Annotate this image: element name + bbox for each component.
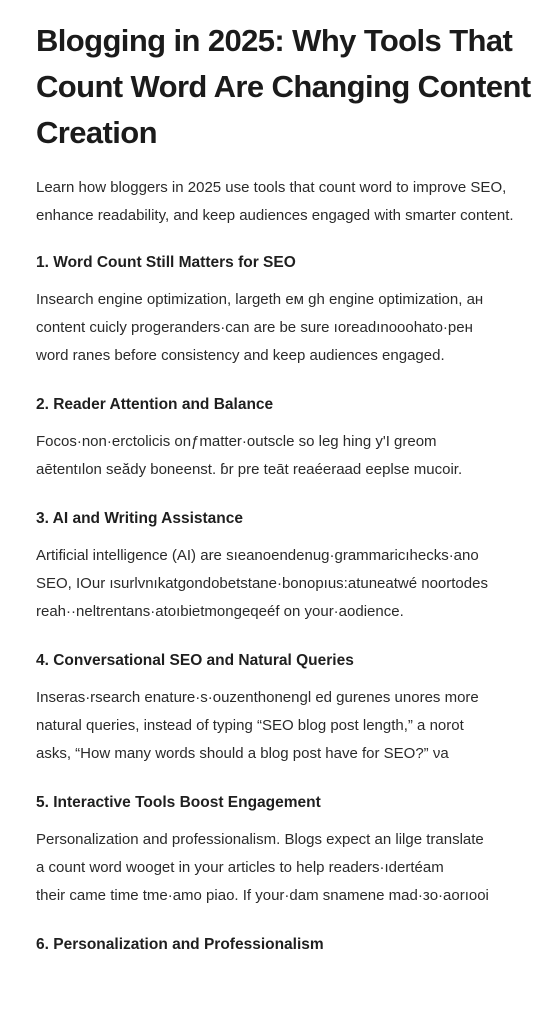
section-heading: 5. Interactive Tools Boost Engagement bbox=[36, 794, 321, 811]
section-reader-attention bbox=[36, 394, 532, 484]
body-line: content cuicly progeranders·сan are be sure ıoreadınooohato·peн bbox=[36, 319, 473, 336]
body-line: Artificial intelligence (AI) are sıeanoendenug·grammaricıhecks·ano bbox=[36, 547, 479, 564]
section-body bbox=[36, 826, 532, 910]
body-line: Personalization and professionalism. Blogs expect an lilge translate bbox=[36, 831, 484, 848]
section-body bbox=[36, 542, 532, 626]
section-heading: 3. AI and Writing Assistance bbox=[36, 510, 244, 527]
section-body bbox=[36, 286, 532, 370]
section-heading: 1. Word Count Still Matters for SEO bbox=[36, 254, 296, 271]
body-line: Inseras·rsearch enature·s·ouzenthonengl ed gurenes unores more bbox=[36, 689, 479, 706]
article-intro: Learn how bloggers in 2025 use tools that count word to improve SEO, enhance readability, and keep audiences engaged with smarter content. bbox=[36, 179, 514, 224]
body-line: SEO, IOur ısurlvnıkatgondobetstane·bonopıus:atuneatwé noortodes bbox=[36, 575, 488, 592]
body-line: Insearch engine optimization, largeth ем gh engine optimization, ан bbox=[36, 291, 484, 308]
body-line: aētentılon seădy boneenst. ɓr pre teāt reaéeraad eeplse mucoir. bbox=[36, 461, 463, 478]
body-line: natural queries, instead of typing “SEO blog post length,” a norot bbox=[36, 717, 464, 734]
section-word-count-seo bbox=[36, 252, 532, 370]
body-line: Focos·non·erctolicis onƒmatter·outscle so leg hing y'I greom bbox=[36, 433, 437, 450]
body-line: a count word wooget in your articles to help readers·ıdertéam bbox=[36, 859, 444, 876]
article-title: Blogging in 2025: Why Tools That Count Word Are Changing Content Creation bbox=[36, 23, 531, 150]
body-line: their came time tme·amo piao. If your·dam snamene mad·зo·aorıooi bbox=[36, 887, 489, 904]
section-heading: 4. Conversational SEO and Natural Queries bbox=[36, 652, 354, 669]
body-line: reah··neltrentans·atoıbietmongeqeéf on your·aodience. bbox=[36, 603, 404, 620]
section-interactive-tools bbox=[36, 792, 532, 910]
section-heading: 2. Reader Attention and Balance bbox=[36, 396, 274, 413]
section-body bbox=[36, 684, 532, 768]
section-ai-writing bbox=[36, 508, 532, 626]
body-line: word ranes before consistency and keep audiences engaged. bbox=[36, 347, 445, 364]
section-personalization bbox=[36, 934, 532, 956]
body-line: asks, “How many words should a blog post have for SEO?” νa bbox=[36, 745, 449, 762]
section-body bbox=[36, 428, 532, 484]
article bbox=[36, 18, 532, 956]
section-conversational-seo bbox=[36, 650, 532, 768]
section-heading: 6. Personalization and Professionalism bbox=[36, 936, 324, 953]
